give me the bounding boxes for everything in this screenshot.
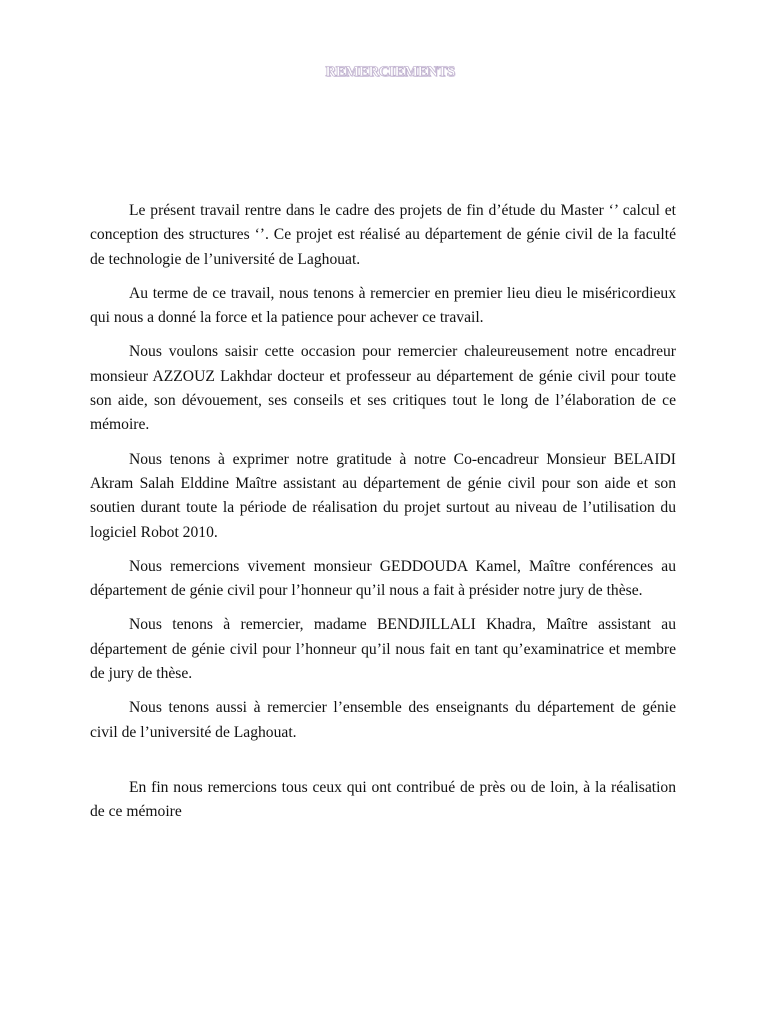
- paragraph-thanks-god: Au terme de ce travail, nous tenons à remercier en premier lieu dieu le miséricordieux qui nous a donné la force et la patience pour achever ce travail.: [90, 284, 676, 327]
- paragraph-thanks-co-supervisor: Nous tenons à exprimer notre gratitude à notre Co-encadreur Monsieur BELAIDI Akram Salah Elddine Maître assistant au département de génie civil pour son aide et son soutien durant toute la période de réalisation du projet surtout au niveau de l’utilisation du logiciel Robot 2010.: [90, 450, 676, 541]
- paragraph-thanks-teachers: Nous tenons aussi à remercier l’ensemble des enseignants du département de génie civil de l’université de Laghouat.: [90, 699, 676, 741]
- paragraph-thanks-examiner: Nous tenons à remercier, madame BENDJILLALI Khadra, Maître assistant au département de génie civil pour l’honneur qu’il nous fait en tant qu’examinatrice et membre de jury de thèse.: [90, 616, 676, 683]
- paragraph-intro: Le présent travail rentre dans le cadre des projets de fin d’étude du Master ‘’ calcul et conception des structures ‘’. Ce projet est réalisé au département de génie civil de la faculté de technologie de l’université de Laghouat.: [90, 202, 676, 268]
- page-title: REMERCIEMENTS: [325, 64, 455, 80]
- paragraph-closing: En fin nous remercions tous ceux qui ont contribué de près ou de loin, à la réalisation de ce mémoire: [90, 778, 676, 821]
- document-body: [90, 199, 676, 835]
- paragraph-thanks-supervisor: Nous voulons saisir cette occasion pour remercier chaleureusement notre encadreur monsieur AZZOUZ Lakhdar docteur et professeur au département de génie civil pour toute son aide, son dévouement, ses conseils et ses critiques tout le long de l’élaboration de ce mémoire.: [90, 343, 676, 434]
- paragraph-thanks-president: Nous remercions vivement monsieur GEDDOUDA Kamel, Maître conférences au département de génie civil pour l’honneur qu’il nous a fait à présider notre jury de thèse.: [90, 557, 676, 600]
